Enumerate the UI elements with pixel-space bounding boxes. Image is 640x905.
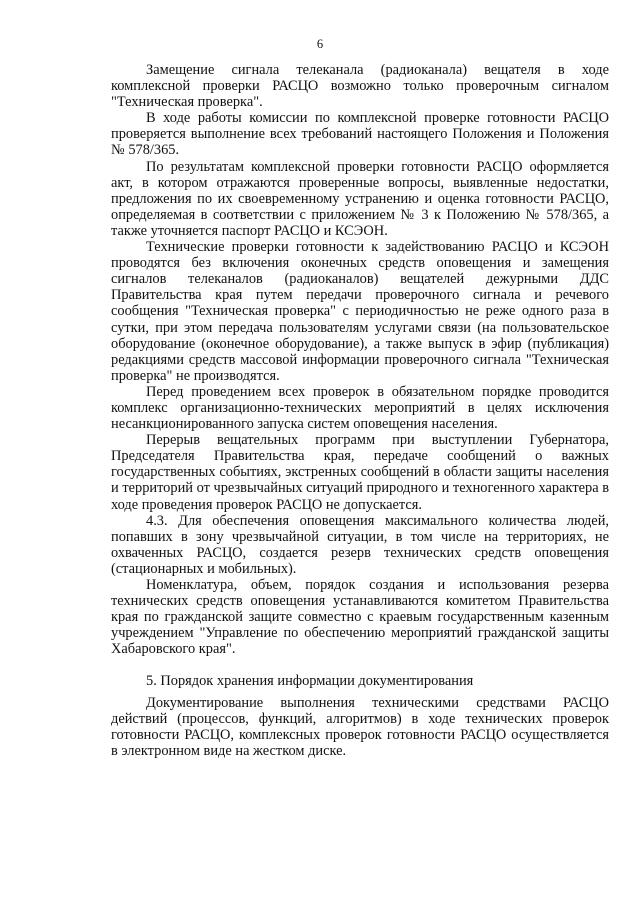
paragraph-reserve-creation: 4.3. Для обеспечения оповещения максимального количества людей, попавших в зону чрезвычайной ситуации, в том числе на территориях, не охваченных РАСЦО, создается резерв технических средств оповещения (стационарных и мобильных). (111, 512, 609, 577)
paragraph-preparatory-measures: Перед проведением всех проверок в обязательном порядке проводится комплекс организационно-технических мероприятий в целях исключения несанкционированного запуска систем оповещения населения. (111, 383, 609, 433)
paragraph-reserve-nomenclature: Номенклатура, объем, порядок создания и использования резерва технических средств оповещения устанавливаются комитетом Правительства края по гражданской защите совместно с краевым государственным казенным учреждением "Управление по обеспечению мероприятий гражданской защиты Хабаровского края". (111, 577, 609, 658)
paragraph-signal-replacement: Замещение сигнала телеканала (радиоканала) вещателя в ходе комплексной проверки РАСЦО возможно только проверочным сигналом "Техническая проверка". (111, 62, 609, 111)
document-body (111, 62, 609, 759)
section-heading: 5. Порядок хранения информации документирования (146, 673, 474, 690)
paragraph-technical-checks: Технические проверки готовности к задействованию РАСЦО и КСЭОН проводятся без включения оконечных средств оповещения и замещения сигналов телеканалов (радиоканалов) вещателей дежурными ДДС Правительства края путем передачи проверочного сигнала и речевого сообщения "Техническая проверка" с периодичностью не реже одного раза в сутки, при этом передача пользователям услугами связи (на пользовательское оборудование (оконечное оборудование), а также выпуск в эфир (публикация) редакциями средств массовой информации проверочного сигнала "Техническая проверка" не производятся. (111, 239, 609, 384)
paragraph-documentation: Документирование выполнения техническими средствами РАСЦО действий (процессов, функций, алгоритмов) в ходе технических проверок готовности РАСЦО, комплексных проверок готовности РАСЦО осуществляется в электронном виде на жестком диске. (111, 694, 609, 759)
page-number: 6 (316, 37, 324, 51)
paragraph-commission-check: В ходе работы комиссии по комплексной проверке готовности РАСЦО проверяется выполнение всех требований настоящего Положения и Положения № 578/365. (111, 110, 609, 159)
paragraph-broadcast-interruption: Перерыв вещательных программ при выступлении Губернатора, Председателя Правительства края, передаче сообщений о важных государственных событиях, экстренных сообщений в области защиты населения и территорий от чрезвычайных ситуаций природного и техногенного характера в ходе проведения проверок РАСЦО не допускается. (111, 432, 609, 513)
paragraph-check-results: По результатам комплексной проверки готовности РАСЦО оформляется акт, в котором отражаются проверенные вопросы, выявленные недостатки, предложения по их своевременному устранению и оценка готовности РАСЦО, определяемая в соответствии с приложением № 3 к Положению № 578/365, а также уточняется паспорт РАСЦО и КСЭОН. (111, 158, 609, 239)
